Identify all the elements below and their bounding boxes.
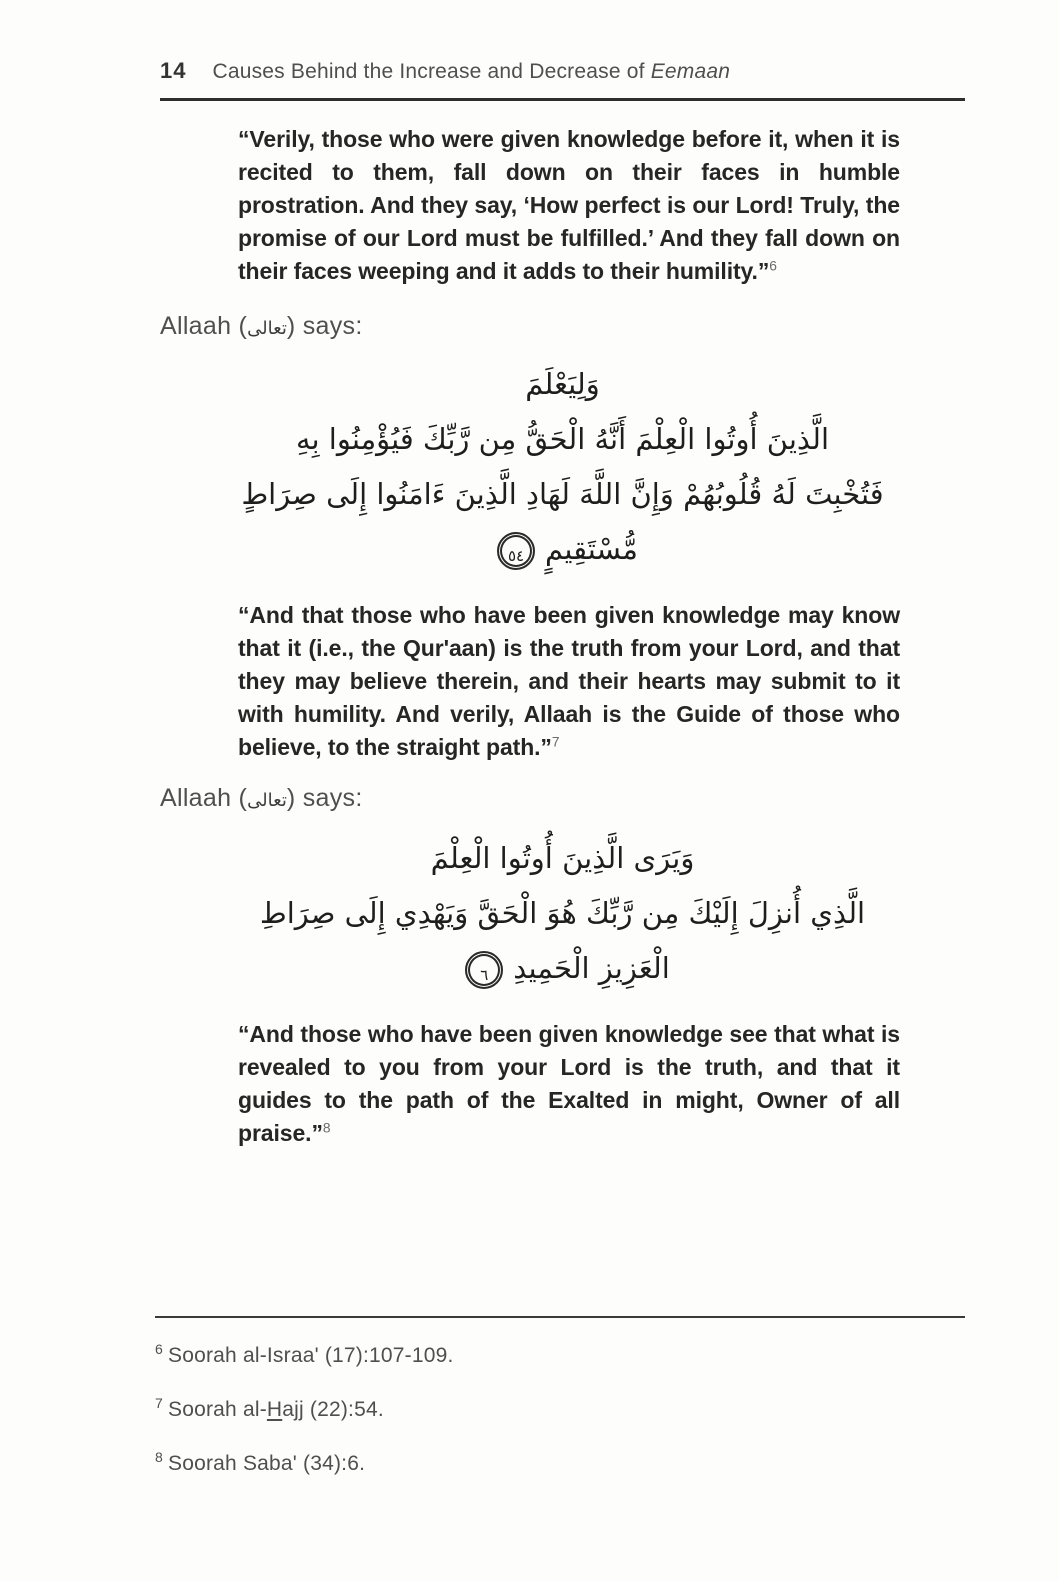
running-head [212,60,730,84]
footnote-7-text-suffix: ajj (22):54. [282,1398,384,1421]
verse-2-line-2: الَّذِي أُنزِلَ إِلَيْكَ مِن رَّبِّكَ هُوَ الْحَقَّ وَيَهْدِي إِلَى صِرَاطِ [259,896,866,930]
running-head-italic-term: Eemaan [650,60,731,83]
allaah-says-line-1 [160,312,965,341]
footnote-ref-7: 7 [551,734,560,750]
verse-1-line-4 [160,522,965,577]
translation-quote-3 [238,1018,900,1150]
footnote-8-marker: 8 [155,1449,163,1465]
translation-quote-2 [238,599,900,764]
verse-2-line-3 [160,941,965,996]
footnote-8 [155,1444,965,1477]
footnote-divider-rule [155,1316,965,1318]
translation-quote-3-text: “And those who have been given knowledge see that what is revealed to you from your Lord is the truth, and that it guides to the path of the Exalted in might, Owner of all praise.” [238,1021,900,1146]
footnote-7-text-prefix: Soorah al- [168,1398,267,1421]
taala-arabic: تعالى [247,318,287,339]
footnote-ref-6: 6 [769,258,777,274]
verse-2-final-word: الْعَزِيزِ الْحَمِيدِ [513,951,670,985]
page-header [160,58,965,101]
footnotes-section [155,1316,965,1498]
footnote-ref-8: 8 [322,1120,331,1136]
says-prefix: Allaah ( [160,784,248,812]
verse-1-line-1: وَلِيَعْلَمَ [525,367,600,401]
verse-number-arabic-54: ٥٤ [507,547,525,565]
translation-quote-1-text: “Verily, those who were given knowledge before it, when it is recited to them, fall down on their faces in humble prostration. And they say, ‘How perfect is our Lord! Truly, the promise of our Lord must be fulfilled.’ And they fall down on their faces weeping and it adds to their humility.” [238,126,900,284]
page-number: 14 [160,58,187,83]
verse-1-final-word: مُّسْتَقِيمٍ [545,532,638,566]
verse-end-ornament-6 [465,951,503,989]
verse-2-line-1: وَيَرَى الَّذِينَ أُوتُوا الْعِلْمَ [430,841,695,875]
quran-verse-calligraphy-2 [160,831,965,996]
verse-number-arabic-6: ٦ [480,966,489,984]
footnote-7-underlined-letter: H [266,1398,283,1421]
footnote-6-marker: 6 [155,1341,163,1357]
says-suffix: ) says: [286,784,363,812]
taala-arabic: تعالى [247,790,287,811]
quran-verse-calligraphy-1 [160,357,965,577]
running-head-text: Causes Behind the Increase and Decrease of [212,60,651,83]
footnote-6 [155,1336,965,1369]
footnote-7 [155,1390,965,1423]
says-prefix: Allaah ( [160,312,248,340]
footnote-7-marker: 7 [155,1395,163,1411]
verse-end-ornament-54 [497,532,535,570]
allaah-says-line-2 [160,784,965,813]
translation-quote-2-text: “And that those who have been given knowledge may know that it (i.e., the Qur'aan) is the truth from your Lord, and that they may believe therein, and their hearts may submit to it with humility. And verily, Allaah is the Guide of those who believe, to the straight path.” [238,602,900,760]
translation-quote-1 [238,123,900,288]
verse-1-line-3: فَتُخْبِتَ لَهُ قُلُوبُهُمْ وَإِنَّ اللَّهَ لَهَادِ الَّذِينَ ءَامَنُوا إِلَى صِرَاطٍ [241,477,884,511]
verse-1-line-2: الَّذِينَ أُوتُوا الْعِلْمَ أَنَّهُ الْحَقُّ مِن رَّبِّكَ فَيُؤْمِنُوا بِهِ [295,422,830,456]
footnote-8-text: Soorah Saba' (34):6. [168,1452,366,1475]
says-suffix: ) says: [286,312,363,340]
footnote-6-text: Soorah al-Israa' (17):107-109. [168,1344,454,1367]
